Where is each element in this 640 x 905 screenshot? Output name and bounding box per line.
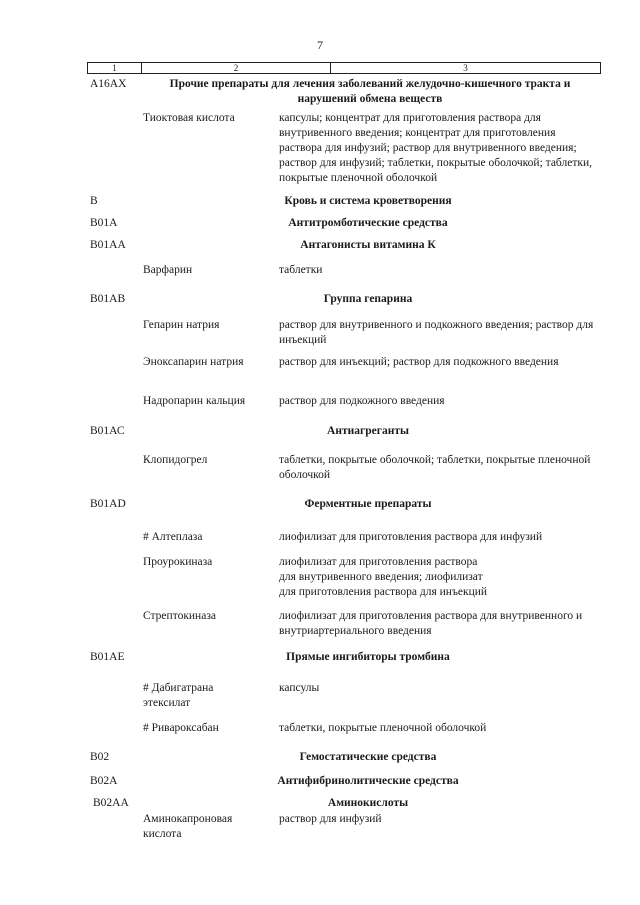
atc-code: В01AD [90, 498, 126, 510]
drug-name: Аминокапроновая кислота [143, 813, 233, 840]
dosage-form: раствор для подкожного введения [279, 395, 445, 407]
atc-code: В01АА [90, 239, 126, 251]
dosage-form: лиофилизат для приготовления раствора для внутривенного и внутриартериального введения [279, 610, 583, 637]
drug-name: Стрептокиназа [143, 610, 216, 622]
group-title: Прямые ингибиторы тромбина [286, 651, 450, 663]
column-header-row [87, 62, 601, 74]
dosage-form: капсулы; концентрат для приготовления раствора для внутривенного введения; концентрат для приготовления раствора для инфузий; раствор для внутривенного введения; раствор для инфузий; таблетки, покрытые оболочкой; таблетки, покрытые пленочной оболочкой [279, 112, 592, 184]
dosage-form: лиофилизат для приготовления раствора для внутривенного введения; лиофилизат для приготовления раствора для инъекций [279, 556, 488, 598]
group-title: Кровь и система кроветворения [284, 195, 452, 207]
group-title: Антиагреганты [327, 425, 409, 437]
drug-name: Тиоктовая кислота [143, 112, 235, 124]
column-header-2: 2 [142, 63, 331, 73]
atc-code: В01АВ [90, 293, 126, 305]
dosage-form: таблетки, покрытые пленочной оболочкой [279, 722, 487, 734]
group-title: Антитромботические средства [288, 217, 448, 229]
atc-code: В02 [90, 751, 110, 763]
dosage-form: лиофилизат для приготовления раствора для инфузий [279, 531, 543, 543]
group-title: Антифибринолитические средства [277, 775, 459, 787]
column-header-3: 3 [463, 63, 468, 73]
group-title: Прочие препараты для лечения заболеваний желудочно-кишечного тракта и нарушений обмена веществ [169, 78, 571, 105]
dosage-form: таблетки [279, 264, 323, 276]
atc-code: В01А [90, 217, 118, 229]
drug-name: # Ривароксабан [143, 722, 219, 734]
page-number: 7 [317, 38, 323, 52]
atc-code: В01АЕ [90, 651, 125, 663]
group-title: Гемостатические средства [299, 751, 437, 763]
drug-name: # Алтеплаза [143, 531, 203, 543]
dosage-form: раствор для инфузий [279, 813, 382, 825]
drug-name: Гепарин натрия [143, 319, 220, 331]
drug-name: # Дабигатрана этексилат [143, 682, 214, 709]
dosage-form: таблетки, покрытые оболочкой; таблетки, покрытые пленочной оболочкой [279, 454, 591, 481]
atc-code: В02А [90, 775, 118, 787]
atc-code: В [90, 195, 98, 207]
drug-name: Надропарин кальция [143, 395, 246, 407]
group-title: Группа гепарина [323, 293, 413, 305]
dosage-form: раствор для внутривенного и подкожного введения; раствор для инъекций [279, 319, 594, 346]
group-title: Антагонисты витамина К [300, 239, 436, 251]
dosage-form: раствор для инъекций; раствор для подкожного введения [279, 356, 559, 368]
atc-code: В02АА [93, 797, 129, 809]
group-title: Ферментные препараты [304, 498, 432, 510]
drug-name: Варфарин [143, 264, 193, 276]
drug-name: Проурокиназа [143, 556, 213, 568]
atc-code: A16AX [90, 78, 127, 90]
drug-name: Клопидогрел [143, 454, 208, 466]
dosage-form: капсулы [279, 682, 320, 694]
group-title: Аминокислоты [327, 797, 409, 809]
atc-code: В01АС [90, 425, 125, 437]
column-header-1: 1 [88, 63, 142, 73]
drug-name: Эноксапарин натрия [143, 356, 244, 368]
